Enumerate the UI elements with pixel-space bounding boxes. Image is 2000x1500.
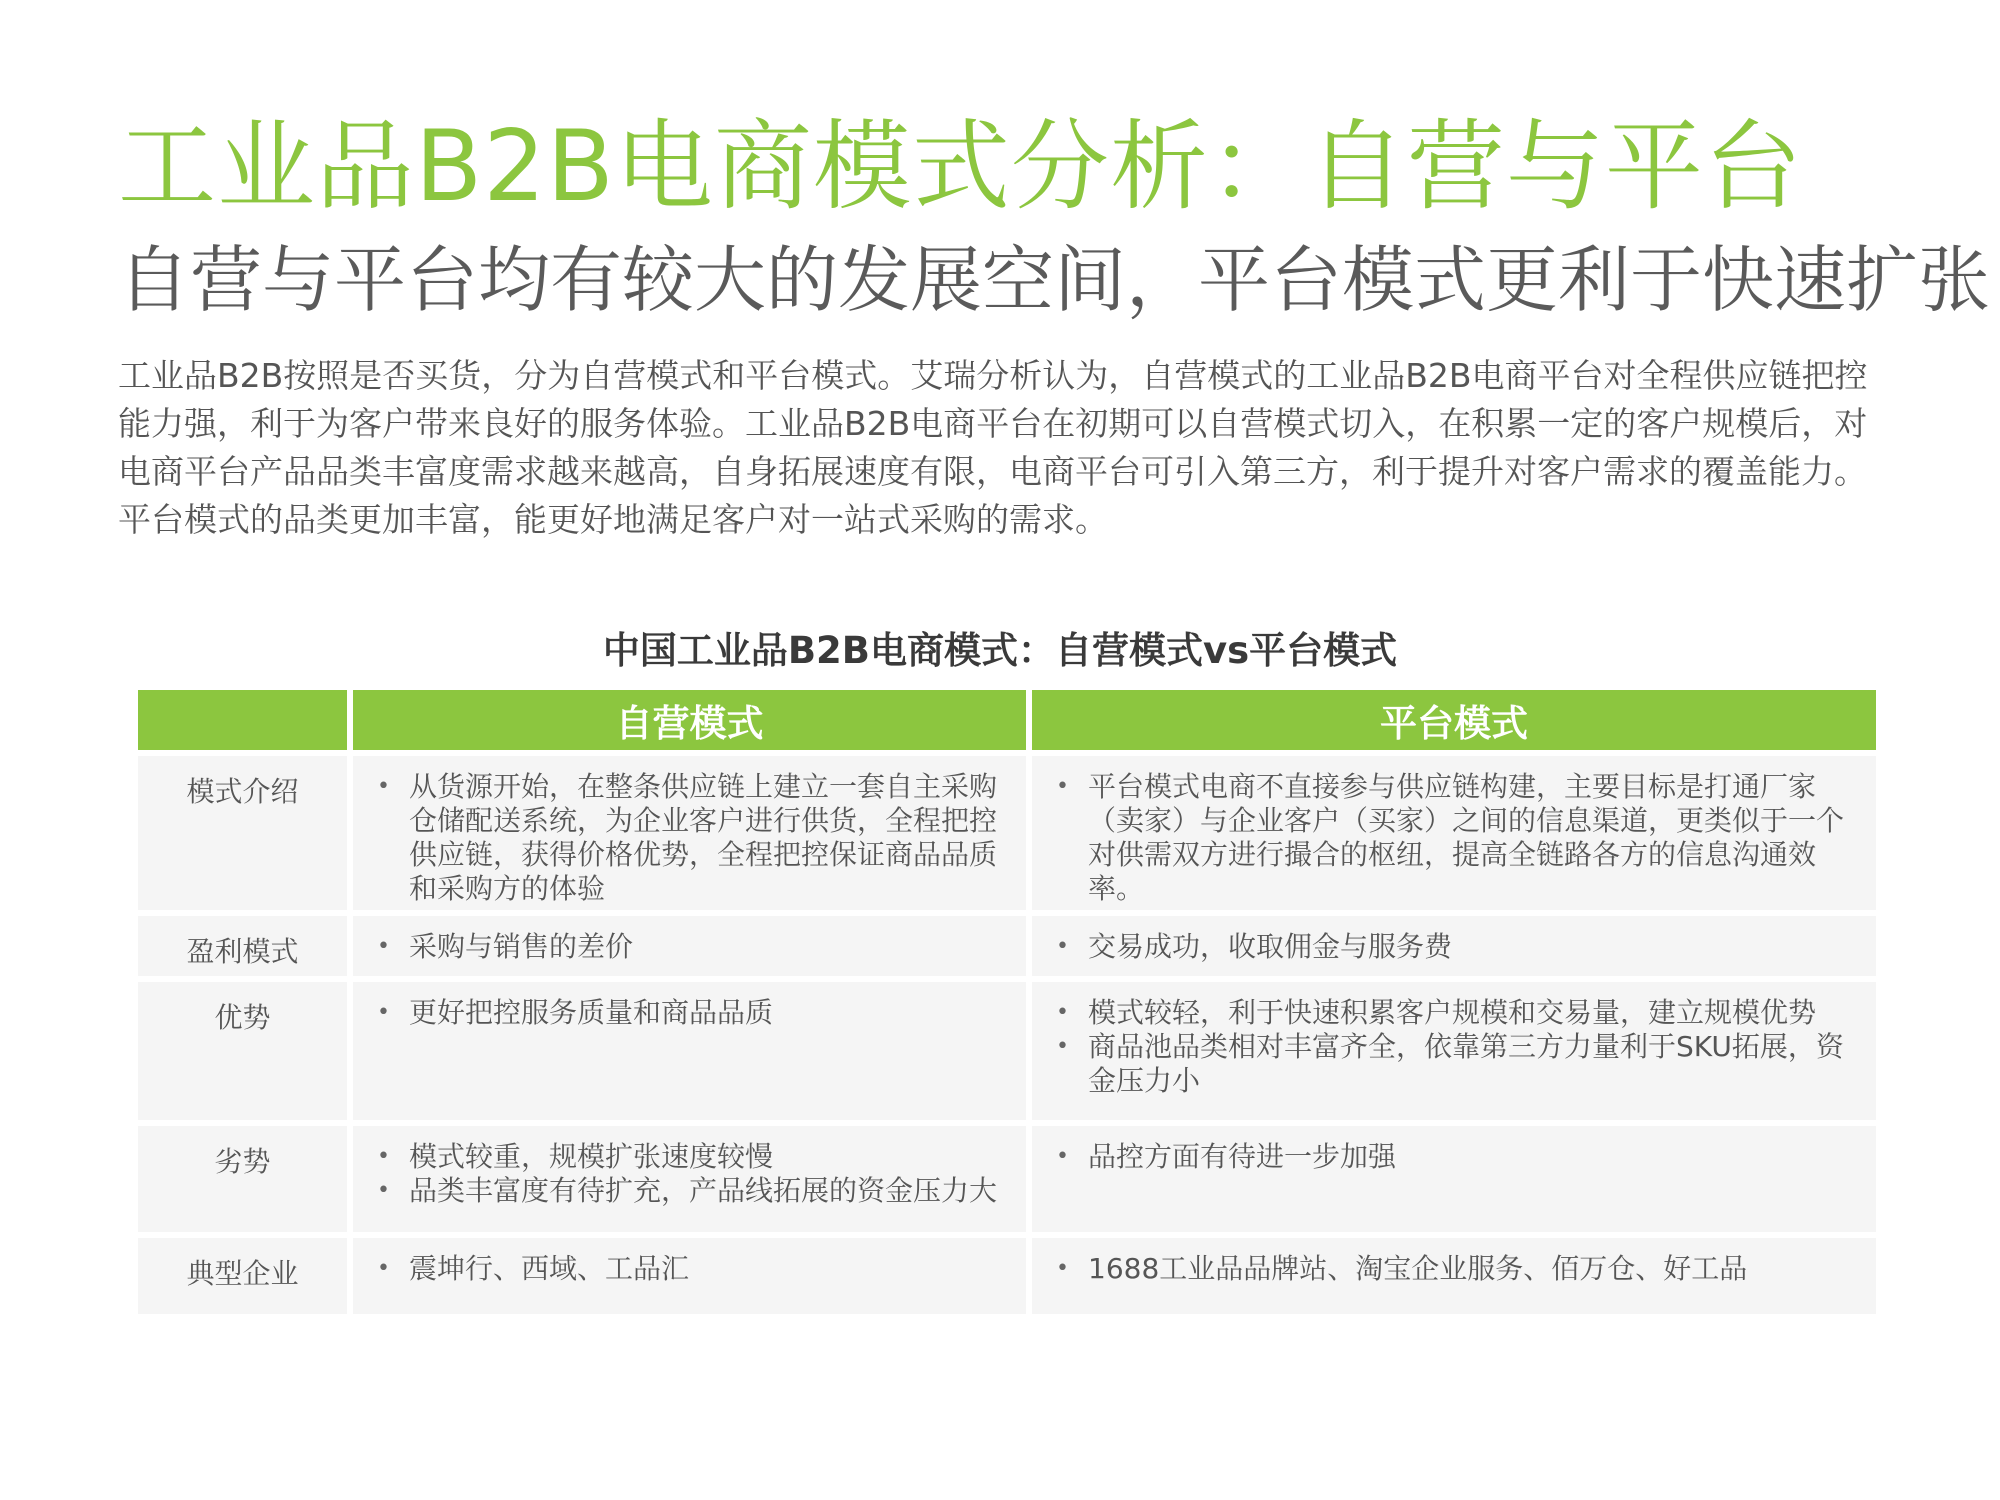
item-line: 采购与销售的差价: [409, 930, 634, 963]
intro-line: 工业品B2B按照是否买货，分为自营模式和平台模式。艾瑞分析认为，自营模式的工业品B2B电商平台对全程供应链把控: [118, 356, 1868, 395]
bullet-item: [1046, 930, 1862, 964]
table-row: [138, 756, 1876, 910]
self-cell: [353, 756, 1026, 910]
bullet-dot: •: [1056, 774, 1069, 799]
row-label: 劣势: [138, 1126, 347, 1232]
table-row: [138, 916, 1876, 976]
item-line: 从货源开始，在整条供应链上建立一套自主采购: [409, 770, 998, 803]
bullet-item: [367, 1140, 1012, 1174]
bullet-item: [1046, 1252, 1862, 1286]
bullet-item: [367, 1174, 1012, 1208]
bullet-item: [367, 1252, 1012, 1286]
bullet-dot: •: [377, 1144, 390, 1169]
item-line: 震坤行、西域、工品汇: [409, 1252, 690, 1285]
item-line: 交易成功，收取佣金与服务费: [1088, 930, 1453, 963]
page-title: 工业品B2B电商模式分析：自营与平台: [118, 110, 1803, 224]
item-line: 金压力小: [1088, 1064, 1201, 1097]
platform-cell: [1032, 916, 1876, 976]
item-line: 模式较轻，利于快速积累客户规模和交易量，建立规模优势: [1088, 996, 1817, 1029]
bullet-item: [1046, 1140, 1862, 1174]
intro-line: 电商平台产品品类丰富度需求越来越高，自身拓展速度有限，电商平台可引入第三方，利于提升对客户需求的覆盖能力。: [118, 452, 1867, 491]
self-cell: [353, 1238, 1026, 1314]
bullet-dot: •: [1056, 934, 1069, 959]
page-subtitle: 自营与平台均有较大的发展空间，平台模式更利于快速扩张: [118, 238, 1991, 322]
bullet-dot: •: [377, 774, 390, 799]
bullet-item: [367, 930, 1012, 964]
row-label: 优势: [138, 982, 347, 1120]
row-label: 典型企业: [138, 1238, 347, 1314]
bullet-dot: •: [377, 1178, 390, 1203]
bullet-item: [1046, 1030, 1862, 1098]
platform-cell: [1032, 1238, 1876, 1314]
item-line: 仓储配送系统，为企业客户进行供货，全程把控: [409, 804, 998, 837]
self-cell: [353, 1126, 1026, 1232]
item-line: 品类丰富度有待扩充，产品线拓展的资金压力大: [409, 1174, 998, 1207]
table-row: [138, 982, 1876, 1120]
bullet-dot: •: [377, 934, 390, 959]
platform-cell: [1032, 982, 1876, 1120]
item-line: 商品池品类相对丰富齐全，依靠第三方力量利于SKU拓展，资: [1088, 1030, 1844, 1063]
item-line: 供应链，获得价格优势，全程把控保证商品品质: [409, 838, 998, 871]
table-header-row: [138, 690, 1876, 750]
header-blank-cell: [138, 690, 347, 750]
bullet-dot: •: [377, 1256, 390, 1281]
item-line: 和采购方的体验: [409, 872, 606, 905]
header-platform: 平台模式: [1032, 690, 1876, 750]
item-line: 更好把控服务质量和商品品质: [409, 996, 774, 1029]
item-line: 平台模式电商不直接参与供应链构建，主要目标是打通厂家: [1088, 770, 1817, 803]
item-line: 对供需双方进行撮合的枢纽，提高全链路各方的信息沟通效率。: [1088, 838, 1817, 905]
self-cell: [353, 982, 1026, 1120]
bullet-item: [367, 996, 1012, 1030]
bullet-dot: •: [1056, 1034, 1069, 1059]
item-line: 品控方面有待进一步加强: [1088, 1140, 1397, 1173]
item-line: （卖家）与企业客户（买家）之间的信息渠道，更类似于一个: [1088, 804, 1845, 837]
platform-cell: [1032, 1126, 1876, 1232]
bullet-item: [367, 770, 1012, 906]
bullet-dot: •: [1056, 1256, 1069, 1281]
bullet-dot: •: [377, 1000, 390, 1025]
row-label: 盈利模式: [138, 916, 347, 976]
bullet-dot: •: [1056, 1000, 1069, 1025]
intro-paragraph: [118, 352, 1918, 544]
bullet-item: [1046, 996, 1862, 1030]
table-title: 中国工业品B2B电商模式：自营模式vs平台模式: [602, 629, 1398, 672]
table-row: [138, 1238, 1876, 1314]
bullet-dot: •: [1056, 1144, 1069, 1169]
platform-cell: [1032, 756, 1876, 910]
header-self-operated: 自营模式: [353, 690, 1026, 750]
item-line: 1688工业品品牌站、淘宝企业服务、佰万仓、好工品: [1088, 1252, 1748, 1285]
bullet-item: [1046, 770, 1862, 906]
intro-line: 平台模式的品类更加丰富，能更好地满足客户对一站式采购的需求。: [118, 500, 1108, 539]
row-label: 模式介绍: [138, 756, 347, 910]
table-row: [138, 1126, 1876, 1232]
intro-line: 能力强，利于为客户带来良好的服务体验。工业品B2B电商平台在初期可以自营模式切入，在积累一定的客户规模后，对: [118, 404, 1868, 443]
comparison-table: [138, 690, 1876, 1320]
item-line: 模式较重，规模扩张速度较慢: [409, 1140, 774, 1173]
self-cell: [353, 916, 1026, 976]
